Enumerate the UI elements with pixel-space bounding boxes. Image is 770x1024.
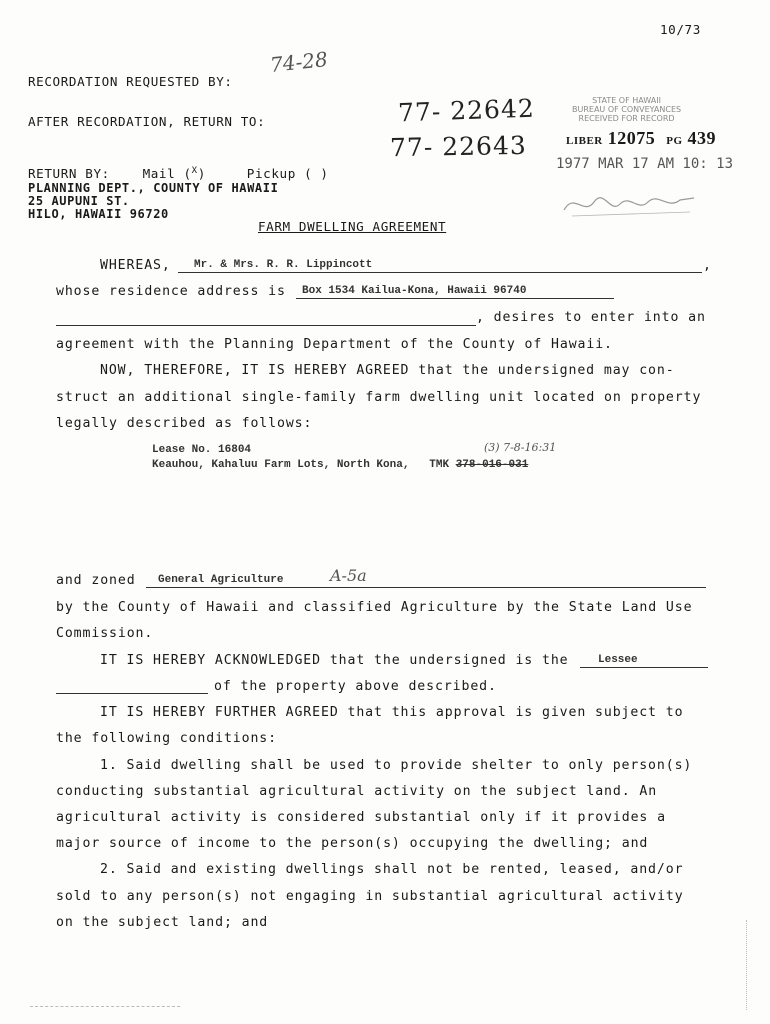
liber-label: LIBER bbox=[566, 135, 603, 147]
legally-described: legally described as follows: bbox=[56, 416, 313, 431]
pickup-label: Pickup ( ) bbox=[246, 166, 329, 182]
page-number: 10/73 bbox=[660, 22, 701, 37]
mail-label: Mail ( bbox=[142, 166, 192, 182]
return-address-line3: HILO, HAWAII 96720 bbox=[28, 207, 169, 221]
acknowledged-prefix: IT IS HEREBY ACKNOWLEDGED that the undersigned is the bbox=[100, 653, 569, 668]
tmk-handwritten: (3) 7-8-16:31 bbox=[484, 441, 557, 454]
mail-check-mark: X bbox=[191, 166, 198, 176]
zoned-field bbox=[146, 566, 706, 588]
recordation-requested-label: RECORDATION REQUESTED BY: bbox=[28, 74, 233, 89]
document-number-1: 77- 22642 bbox=[397, 93, 536, 128]
condition-1-line3: agricultural activity is considered substantial only if it provides a bbox=[56, 810, 666, 825]
residence-address-field bbox=[296, 285, 614, 299]
return-by-row bbox=[28, 166, 329, 181]
bureau-line3: RECEIVED FOR RECORD bbox=[578, 114, 675, 123]
residence-address: Box 1534 Kailua-Kona, Hawaii 96740 bbox=[302, 285, 527, 297]
liber-page-number: 439 bbox=[687, 128, 717, 148]
classified-line: by the County of Hawaii and classified Agriculture by the State Land Use bbox=[56, 600, 693, 615]
signature-scribble bbox=[560, 186, 700, 226]
return-address-line2: 25 AUPUNI ST. bbox=[28, 194, 130, 208]
bureau-line2: BUREAU OF CONVEYANCES bbox=[572, 105, 682, 114]
bureau-stamp bbox=[572, 96, 681, 123]
condition-2-line2: sold to any person(s) not engaging in substantial agricultural activity bbox=[56, 889, 684, 904]
tmk-label: TMK bbox=[429, 459, 450, 471]
date-stamp: 1977 MAR 17 AM 10: 13 bbox=[556, 156, 734, 172]
zoned-handwritten: A-5a bbox=[330, 566, 367, 585]
page-label: PG bbox=[666, 135, 683, 147]
zoned-prefix: and zoned bbox=[56, 573, 136, 588]
condition-1-line2: conducting substantial agricultural activity on the subject land. An bbox=[56, 784, 658, 799]
location-line bbox=[152, 459, 528, 471]
acknowledged-value: Lessee bbox=[598, 654, 638, 666]
document-number-2: 77- 22643 bbox=[389, 130, 527, 163]
return-address-line1: PLANNING DEPT., COUNTY OF HAWAII bbox=[28, 181, 279, 195]
return-by-label: RETURN BY: bbox=[28, 166, 110, 182]
condition-1-line4: major source of income to the person(s) occupying the dwelling; and bbox=[56, 836, 649, 851]
location-text: Keauhou, Kahaluu Farm Lots, North Kona, bbox=[152, 459, 410, 471]
lease-number: Lease No. 16804 bbox=[152, 444, 252, 456]
now-therefore-line1: NOW, THEREFORE, IT IS HEREBY AGREED that the undersigned may con- bbox=[100, 363, 675, 378]
now-therefore-line2: struct an additional single-family farm dwelling unit located on property bbox=[56, 390, 702, 405]
after-recordation-label: AFTER RECORDATION, RETURN TO: bbox=[28, 114, 266, 129]
agreement-line: agreement with the Planning Department of the County of Hawaii. bbox=[56, 337, 613, 352]
acknowledged-continuation bbox=[56, 692, 208, 694]
condition-2-line3: on the subject land; and bbox=[56, 915, 269, 930]
acknowledged-field bbox=[580, 654, 708, 668]
handwritten-annotation: 74-28 bbox=[268, 47, 329, 77]
document-title: FARM DWELLING AGREEMENT bbox=[258, 219, 447, 234]
whereas-label: WHEREAS, bbox=[100, 258, 171, 273]
liber-number: 12075 bbox=[607, 128, 656, 148]
bureau-line1: STATE OF HAWAII bbox=[592, 96, 661, 105]
liber-stamp bbox=[566, 128, 716, 149]
commission-line: Commission. bbox=[56, 626, 154, 641]
residence-address-continuation bbox=[56, 324, 476, 326]
conditions-line: the following conditions: bbox=[56, 731, 277, 746]
whereas-name-field bbox=[178, 259, 702, 273]
whereas-name: Mr. & Mrs. R. R. Lippincott bbox=[194, 259, 373, 271]
property-line: of the property above described. bbox=[214, 679, 497, 694]
condition-1-line1: 1. Said dwelling shall be used to provide shelter to only person(s) bbox=[100, 758, 693, 773]
condition-2-line1: 2. Said and existing dwellings shall not be rented, leased, and/or bbox=[100, 862, 684, 877]
tmk-value: 378-016-031 bbox=[455, 459, 529, 471]
mail-close: ) bbox=[197, 166, 206, 182]
desires-text: , desires to enter into an bbox=[476, 310, 706, 325]
further-agreed: IT IS HEREBY FURTHER AGREED that this approval is given subject to bbox=[100, 705, 684, 720]
zoned-value: General Agriculture bbox=[158, 574, 284, 586]
whereas-comma: , bbox=[703, 258, 712, 273]
scan-artifact-bottom bbox=[30, 1006, 180, 1007]
residence-prefix: whose residence address is bbox=[56, 284, 286, 299]
scan-artifact-edge bbox=[746, 920, 749, 1010]
